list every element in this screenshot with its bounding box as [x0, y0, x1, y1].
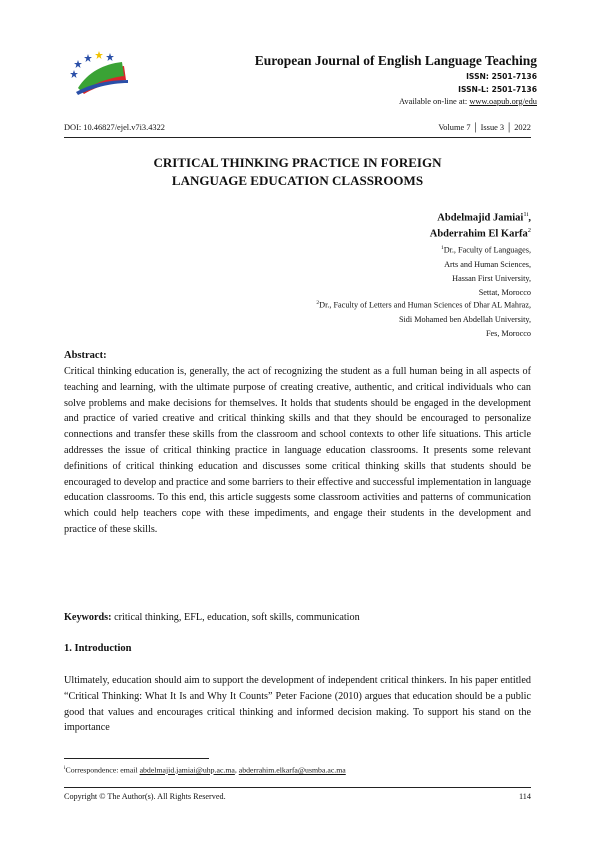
- issn: ISSN: 2501-7136: [466, 72, 537, 81]
- doi: DOI: 10.46827/ejel.v7i3.4322: [64, 123, 165, 132]
- footer-divider: [64, 787, 531, 788]
- issn-l: ISSN-L: 2501-7136: [458, 85, 537, 94]
- affiliation-line: Fes, Morocco: [485, 328, 531, 338]
- author-separator: ,: [528, 212, 531, 224]
- keywords-label: Keywords:: [64, 612, 112, 623]
- star-icon: [84, 54, 92, 62]
- author-2: [430, 227, 531, 240]
- affiliation-line: Settat, Morocco: [478, 287, 531, 297]
- introduction-text: Ultimately, education should aim to support the development of independent critical thinkers. In his paper entitled “Critical Thinking: What It Is and Why It Counts” Peter Facione (2010) argues that education should be a public good that values and encourages critical thinking and informed decision making. To support his stand on the importance: [64, 675, 531, 734]
- affiliation-1: [441, 241, 531, 300]
- footnote-superscript: i: [64, 765, 66, 771]
- star-icon: [95, 51, 103, 59]
- footnote-separator: ,: [234, 765, 239, 775]
- affiliation-superscript: 2: [316, 300, 320, 306]
- introduction-heading: 1. Introduction: [64, 643, 132, 654]
- star-icon: [106, 53, 114, 61]
- article-meta-line: [64, 123, 531, 135]
- page-footer: [64, 792, 531, 804]
- author-superscript: 2: [527, 227, 531, 234]
- keywords-line: [64, 612, 360, 623]
- journal-title: European Journal of English Language Teaching: [254, 53, 537, 68]
- author-1: [437, 211, 531, 224]
- author-name: Abderrahim El Karfa: [429, 228, 528, 240]
- affiliation-line: $^1$Dr., Faculty of Languages,: [440, 245, 531, 255]
- author-superscript: 1i: [523, 211, 529, 218]
- copyright-notice: Copyright © The Author(s). All Rights Reserved.: [64, 792, 226, 801]
- header-divider: [64, 137, 531, 138]
- affiliation-line: Sidi Mohamed ben Abdellah University,: [398, 314, 531, 324]
- journal-logo-icon: [66, 50, 132, 96]
- availability-line: [399, 97, 537, 106]
- affiliation-2: [316, 296, 531, 341]
- footnote-divider: [64, 758, 209, 759]
- abstract-text: Critical thinking education is, generally, the act of recognizing the student as a full human being in all aspects of teaching and learning, with the ultimate purpose of creating creative, authentic, and critical individuals who can solve problems and make decisions for themselves. It holds that students should be engaged in the development and practice of varied creative and critical thinking skills and that they should be encouraged to personalize connections and transfer these skills from the classroom and school contexts to other life situations. This article addresses the issue of critical thinking practice in language education classrooms. It presents some relevant definitions of critical thinking education and discusses some critical thinking skills that students should be encouraged to develop and practice and some barriers to their effective and successful implementation in language education classrooms. To this end, this article suggests some classroom activities and patterns of communication which could help teachers cope with these impediments, and engage their students in the development and practice of these skills.: [64, 366, 531, 535]
- affiliation-superscript: 1: [440, 245, 444, 251]
- title-line-2: LANGUAGE EDUCATION CLASSROOMS: [171, 173, 424, 188]
- star-icon: [74, 60, 82, 68]
- keywords-text: critical thinking, EFL, education, soft skills, communication: [111, 612, 360, 623]
- availability-prefix: Available on-line at:: [399, 97, 470, 106]
- journal-website-link[interactable]: www.oapub.org/edu: [469, 97, 537, 106]
- star-icon: [70, 70, 78, 78]
- email-link-1[interactable]: abdelmajid.jamiai@uhp.ac.ma: [139, 765, 235, 775]
- footnote: [64, 765, 346, 775]
- email-link-2[interactable]: abderrahim.elkarfa@usmba.ac.ma: [238, 765, 346, 775]
- affiliation-line: Hassan First University,: [452, 273, 531, 283]
- title-line-1: CRITICAL THINKING PRACTICE IN FOREIGN: [153, 155, 442, 170]
- affiliation-line: $^2$Dr., Faculty of Letters and Human Sciences of Dhar AL Mahraz,: [316, 300, 531, 310]
- author-name: Abdelmajid Jamiai: [437, 212, 524, 224]
- abstract-heading: Abstract:: [64, 350, 107, 361]
- footnote-prefix: Correspondence: email: [65, 765, 140, 775]
- affiliation-line: Arts and Human Sciences,: [444, 259, 531, 269]
- page-number: 114: [519, 792, 531, 801]
- article-title: [64, 154, 531, 190]
- volume-issue-year: Volume 7 │ Issue 3 │ 2022: [438, 123, 531, 132]
